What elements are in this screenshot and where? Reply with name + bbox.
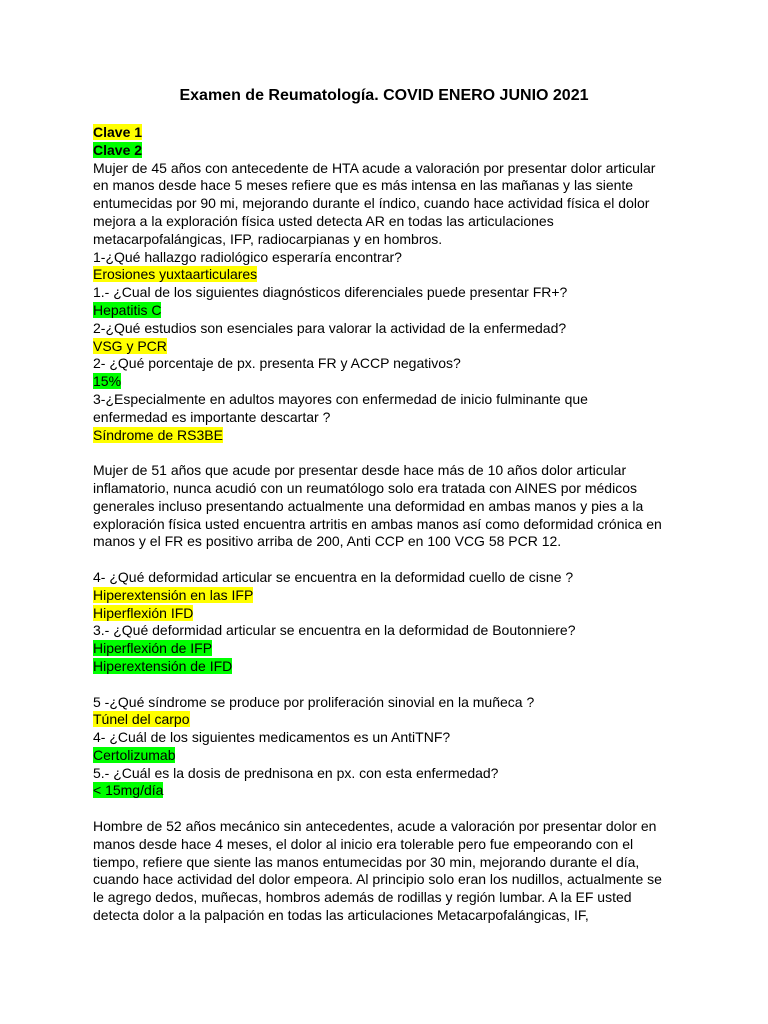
text-line bbox=[93, 195, 683, 213]
text-line bbox=[93, 284, 683, 302]
highlighted-answer-line bbox=[93, 587, 683, 605]
highlighted-answer-line bbox=[93, 747, 683, 765]
highlighted-answer-line bbox=[93, 427, 683, 445]
line-text: 2-¿Qué estudios son esenciales para valorar la actividad de la enfermedad? bbox=[93, 319, 567, 336]
line-text: exploración física usted encuentra artritis en ambas manos así como deformidad crónica en bbox=[93, 515, 662, 532]
highlight-yellow: Hiperextensión en las IFP bbox=[93, 586, 254, 603]
highlight-yellow: Hiperflexión IFD bbox=[93, 604, 194, 621]
text-line bbox=[93, 907, 683, 925]
text-line bbox=[93, 836, 683, 854]
line-text: 4- ¿Qué deformidad articular se encuentra en la deformidad cuello de cisne ? bbox=[93, 568, 574, 585]
text-line bbox=[93, 729, 683, 747]
highlight-green: Hiperflexión de IFP bbox=[93, 640, 213, 657]
text-line bbox=[93, 480, 683, 498]
line-text: Mujer de 51 años que acude por presentar desde hace más de 10 años dolor articular bbox=[93, 462, 627, 479]
text-line bbox=[93, 355, 683, 373]
text-line bbox=[93, 569, 683, 587]
highlighted-answer-line bbox=[93, 640, 683, 658]
document-body bbox=[93, 124, 683, 925]
line-text: Hombre de 52 años mecánico sin antecedentes, acude a valoración por presentar dolor en bbox=[93, 818, 657, 835]
line-text: le agrego dedos, muñecas, hombros además de rodillas y región lumbar. A la EF usted bbox=[93, 889, 632, 906]
highlighted-answer-line bbox=[93, 124, 683, 142]
line-text: enfermedad es importante descartar ? bbox=[93, 408, 331, 425]
text-line bbox=[93, 516, 683, 534]
text-line bbox=[93, 498, 683, 516]
highlighted-answer-line bbox=[93, 338, 683, 356]
text-line bbox=[93, 765, 683, 783]
line-text: entumecidas por 90 mi, mejorando durante el índico, cuando hace actividad física el dolor bbox=[93, 195, 650, 212]
line-text: manos y el FR es positivo arriba de 200, Anti CCP en 100 VCG 58 PCR 12. bbox=[93, 533, 562, 550]
highlight-green: Clave 2 bbox=[93, 141, 143, 158]
line-text: 5 -¿Qué síndrome se produce por proliferación sinovial en la muñeca ? bbox=[93, 693, 535, 710]
highlight-green: Certolizumab bbox=[93, 746, 176, 763]
highlighted-answer-line bbox=[93, 142, 683, 160]
line-text: en manos desde hace 5 meses refiere que es más intensa en las mañanas y las siente bbox=[93, 177, 634, 194]
text-line bbox=[93, 409, 683, 427]
highlighted-answer-line bbox=[93, 711, 683, 729]
text-line bbox=[93, 320, 683, 338]
text-line bbox=[93, 622, 683, 640]
highlight-green: Hiperextensión de IFD bbox=[93, 657, 233, 674]
line-text: 1-¿Qué hallazgo radiológico esperaría encontrar? bbox=[93, 248, 402, 265]
highlight-yellow: Túnel del carpo bbox=[93, 711, 190, 728]
text-line bbox=[93, 249, 683, 267]
highlighted-answer-line bbox=[93, 782, 683, 800]
line-text: Mujer de 45 años con antecedente de HTA acude a valoración por presentar dolor articular bbox=[93, 159, 656, 176]
highlight-green: < 15mg/día bbox=[93, 782, 164, 799]
text-line bbox=[93, 177, 683, 195]
line-text: 1.- ¿Cual de los siguientes diagnósticos diferenciales puede presentar FR+? bbox=[93, 284, 568, 301]
highlight-yellow: VSG y PCR bbox=[93, 337, 167, 354]
paragraph-gap bbox=[93, 444, 683, 462]
text-line bbox=[93, 462, 683, 480]
text-line bbox=[93, 889, 683, 907]
line-text: detecta dolor a la palpación en todas las articulaciones Metacarpofalángicas, IF, bbox=[93, 907, 589, 924]
highlight-yellow: Clave 1 bbox=[93, 124, 143, 140]
line-text: inflamatorio, nunca acudió con un reumatólogo solo era tratada con AINES por médicos bbox=[93, 479, 637, 496]
highlight-green: Hepatitis C bbox=[93, 301, 162, 318]
line-text: 3.- ¿Qué deformidad articular se encuentra en la deformidad de Boutonniere? bbox=[93, 622, 576, 639]
line-text: 4- ¿Cuál de los siguientes medicamentos es un AntiTNF? bbox=[93, 729, 451, 746]
line-text: 3-¿Especialmente en adultos mayores con enfermedad de inicio fulminante que bbox=[93, 390, 588, 407]
highlight-yellow: Erosiones yuxtaarticulares bbox=[93, 266, 258, 283]
line-text: tiempo, refiere que siente las manos entumecidas por 30 min, mejorando durante el día, bbox=[93, 853, 640, 870]
line-text: cuando hace actividad del dolor empeora. Al principio solo eran los nudillos, actualmente se bbox=[93, 871, 662, 888]
text-line bbox=[93, 871, 683, 889]
line-text: manos desde hace 4 meses, el dolor al inicio era tolerable pero fue empeorando con el bbox=[93, 835, 634, 852]
document-title: Examen de Reumatología. COVID ENERO JUNIO 2021 bbox=[179, 87, 589, 104]
line-text: metacarpofalángicas, IFP, radiocarpianas y en hombros. bbox=[93, 230, 443, 247]
text-line bbox=[93, 694, 683, 712]
highlighted-answer-line bbox=[93, 373, 683, 391]
text-line bbox=[93, 533, 683, 551]
text-line bbox=[93, 231, 683, 249]
paragraph-gap bbox=[93, 800, 683, 818]
line-text: 2- ¿Qué porcentaje de px. presenta FR y ACCP negativos? bbox=[93, 355, 461, 372]
line-text: 5.- ¿Cuál es la dosis de prednisona en px. con esta enfermedad? bbox=[93, 764, 499, 781]
highlighted-answer-line bbox=[93, 302, 683, 320]
line-text: mejora a la exploración física usted detecta AR en todas las articulaciones bbox=[93, 212, 554, 229]
text-line bbox=[93, 160, 683, 178]
highlight-green: 15% bbox=[93, 373, 122, 390]
highlight-yellow: Síndrome de RS3BE bbox=[93, 426, 223, 443]
line-text: generales incluso presentando actualmente una deformidad en ambas manos y pies a la bbox=[93, 497, 644, 514]
text-line bbox=[93, 854, 683, 872]
text-line bbox=[93, 213, 683, 231]
text-line bbox=[93, 391, 683, 409]
text-line bbox=[93, 818, 683, 836]
highlighted-answer-line bbox=[93, 266, 683, 284]
paragraph-gap bbox=[93, 551, 683, 569]
paragraph-gap bbox=[93, 676, 683, 694]
highlighted-answer-line bbox=[93, 658, 683, 676]
highlighted-answer-line bbox=[93, 605, 683, 623]
